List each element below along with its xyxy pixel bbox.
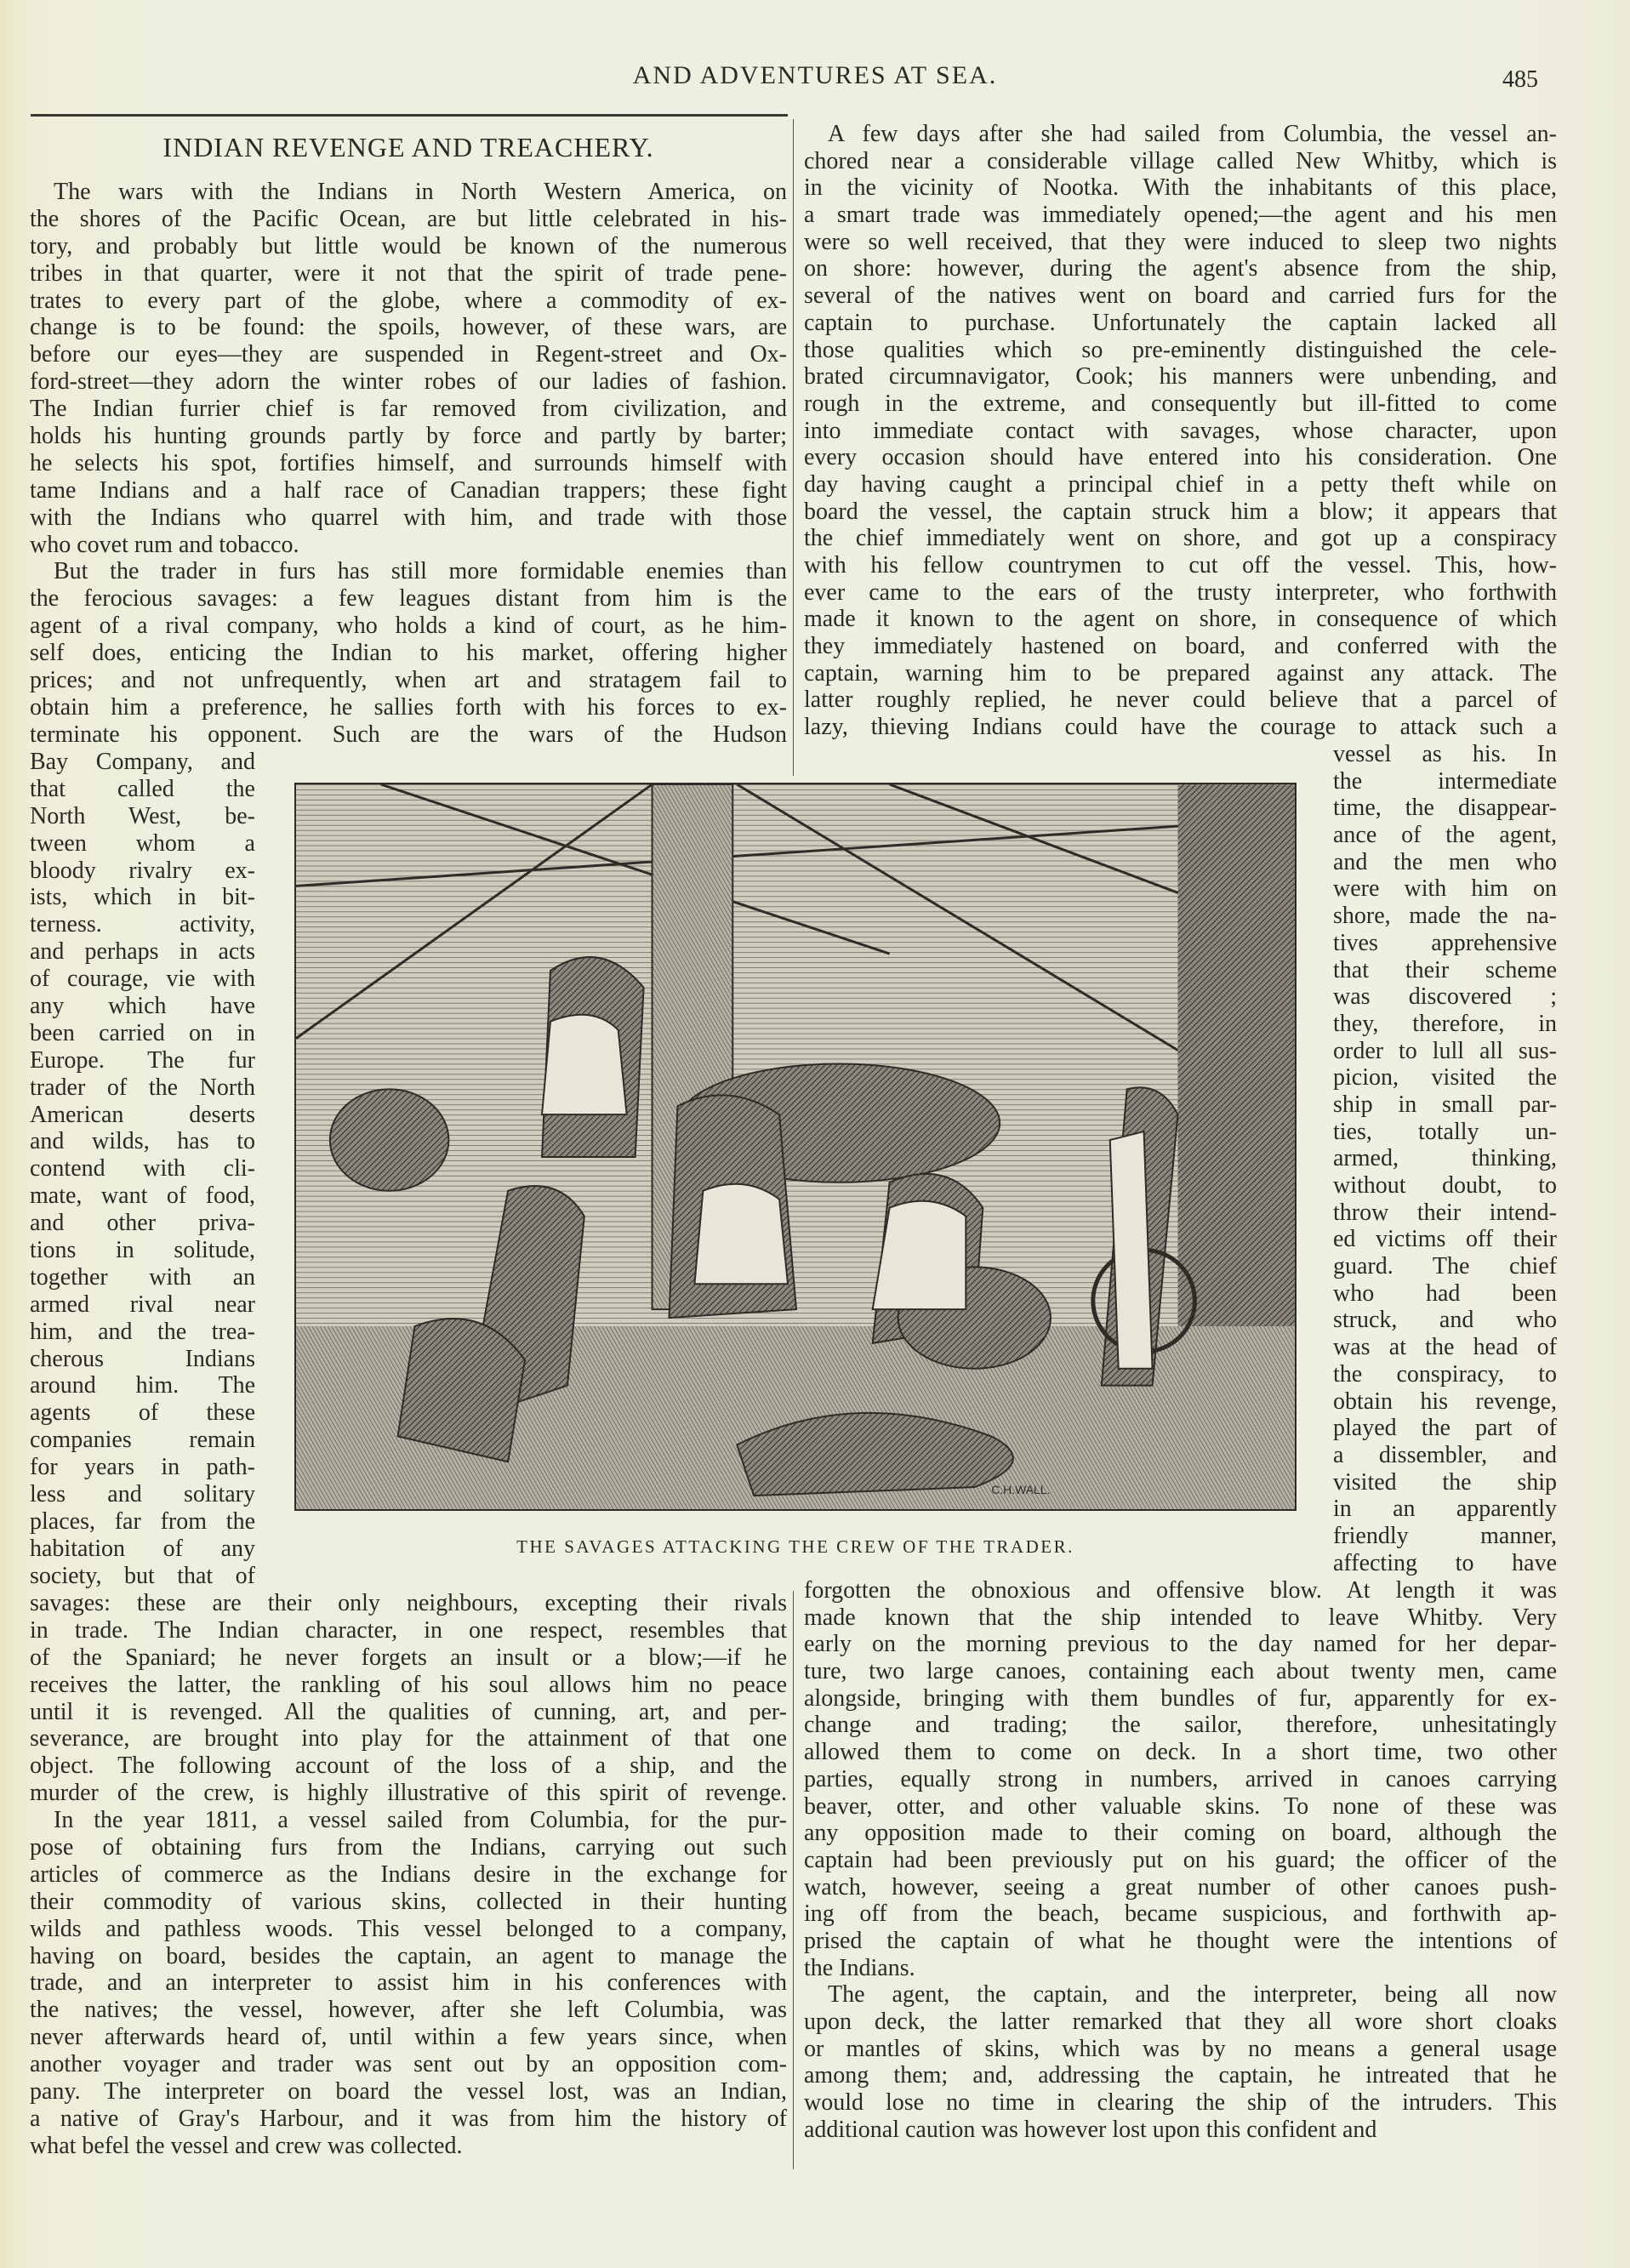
text-line: contend with cli- bbox=[30, 1155, 255, 1182]
text-line: board the vessel, the captain struck him a blow; it appears that bbox=[804, 498, 1557, 525]
text-line: tives apprehensive bbox=[1333, 929, 1557, 956]
text-line: But the trader in furs has still more formidable enemies than bbox=[54, 558, 787, 585]
text-line: together with an bbox=[30, 1263, 255, 1291]
text-line: without doubt, to bbox=[1333, 1172, 1557, 1199]
text-line: of courage, vie with bbox=[30, 966, 255, 993]
text-line: on shore: however, during the agent's absence from the ship, bbox=[804, 255, 1557, 282]
text-line: ed victims off their bbox=[1333, 1226, 1557, 1253]
text-line: agent of a rival company, who holds a kind of court, as he him- bbox=[30, 613, 787, 640]
text-line: ists, which in bit- bbox=[30, 884, 255, 911]
text-line: upon deck, the latter remarked that they all wore short cloaks bbox=[804, 2009, 1557, 2035]
text-line: savages: these are their only neighbours, excepting their rivals bbox=[30, 1590, 787, 1616]
text-line: latter roughly replied, he never could believe that a parcel of bbox=[804, 687, 1557, 714]
text-line: trader of the North bbox=[30, 1074, 255, 1101]
text-line: rough in the extreme, and consequently but ill-fitted to come bbox=[804, 390, 1557, 417]
text-line: obtain him a preference, he sallies forth with his forces to ex- bbox=[30, 693, 787, 721]
text-line: In the year 1811, a vessel sailed from Columbia, for the pur- bbox=[54, 1807, 787, 1834]
text-line: guard. The chief bbox=[1333, 1253, 1557, 1280]
text-line: those qualities which so pre-eminently distinguished the cele- bbox=[804, 336, 1557, 363]
text-line: throw their intend- bbox=[1333, 1199, 1557, 1226]
text-line: was at the head of bbox=[1333, 1334, 1557, 1361]
text-line: ever came to the ears of the trusty interpreter, who forthwith bbox=[804, 578, 1557, 606]
text-line: the shores of the Pacific Ocean, are but little celebrated in his- bbox=[30, 205, 787, 232]
text-line: they immediately hastened on board, and conferred with the bbox=[804, 633, 1557, 660]
engraver-signature: C.H.WALL. bbox=[991, 1483, 1051, 1497]
text-line: of the Spaniard; he never forgets an insult or a blow;—if he bbox=[30, 1644, 787, 1671]
text-line: ing off from the beach, became suspicious, and forthwith ap- bbox=[804, 1900, 1557, 1928]
text-line: and the men who bbox=[1333, 848, 1557, 875]
text-line: bloody rivalry ex- bbox=[30, 857, 255, 884]
page-number: 485 bbox=[1502, 66, 1538, 93]
left-column-narrow bbox=[30, 749, 255, 1590]
text-line: less and solitary bbox=[30, 1481, 255, 1508]
text-line: tions in solitude, bbox=[30, 1237, 255, 1264]
text-line: several of the natives went on board and carried furs for the bbox=[804, 282, 1557, 310]
text-line: and perhaps in acts bbox=[30, 938, 255, 966]
text-line: additional caution was however lost upon this confident and bbox=[804, 2116, 1377, 2143]
text-line: the natives; the vessel, however, after she left Columbia, was bbox=[30, 1997, 787, 2024]
left-column-top bbox=[30, 179, 787, 749]
text-line: wilds and pathless woods. This vessel belonged to a company, bbox=[30, 1915, 787, 1942]
text-line: companies remain bbox=[30, 1427, 255, 1454]
text-line: among them; and, addressing the captain, he intreated that he bbox=[804, 2062, 1557, 2089]
text-line: order to lull all sus- bbox=[1333, 1037, 1557, 1064]
text-line: parties, equally strong in numbers, arrived in canoes carrying bbox=[804, 1765, 1557, 1792]
text-line: into immediate contact with savages, whose character, upon bbox=[804, 417, 1557, 444]
right-column-bottom bbox=[804, 1577, 1557, 2143]
text-line: would lose no time in clearing the ship of the intruders. This bbox=[804, 2089, 1557, 2117]
text-line: the chief immediately went on shore, and got up a conspiracy bbox=[804, 525, 1557, 552]
text-line: struck, and who bbox=[1333, 1307, 1557, 1334]
article-title: INDIAN REVENGE AND TREACHERY. bbox=[162, 132, 654, 162]
text-line: the intermediate bbox=[1333, 767, 1557, 795]
text-line: time, the disappear- bbox=[1333, 795, 1557, 822]
text-line: every occasion should have entered into his consideration. One bbox=[804, 444, 1557, 471]
text-line: self does, enticing the Indian to his market, offering higher bbox=[30, 640, 787, 667]
text-line: lazy, thieving Indians could have the courage to attack such a bbox=[804, 714, 1557, 741]
text-line: what befel the vessel and crew was collected. bbox=[30, 2132, 463, 2159]
text-line: were with him on bbox=[1333, 875, 1557, 903]
text-line: any opposition made to their coming on board, although the bbox=[804, 1820, 1557, 1847]
text-line: The agent, the captain, and the interpreter, being all now bbox=[828, 1981, 1557, 2009]
text-line: armed, thinking, bbox=[1333, 1145, 1557, 1172]
text-line: holds his hunting grounds partly by force and partly by barter; bbox=[30, 423, 787, 450]
text-line: terness. activity, bbox=[30, 911, 255, 938]
text-line: vessel as his. In bbox=[1333, 741, 1557, 767]
text-line: who had been bbox=[1333, 1279, 1557, 1307]
ship-deck-engraving bbox=[296, 784, 1295, 1509]
text-line: severance, are brought into play for the attainment of that one bbox=[30, 1725, 787, 1752]
text-line: for years in path- bbox=[30, 1454, 255, 1481]
text-line: ties, totally un- bbox=[1333, 1118, 1557, 1145]
text-line: watch, however, seeing a great number of other canoes push- bbox=[804, 1873, 1557, 1900]
text-line: North West, be- bbox=[30, 802, 255, 829]
text-line: captain had been previously put on his guard; the officer of the bbox=[804, 1846, 1557, 1873]
text-line: picion, visited the bbox=[1333, 1064, 1557, 1091]
text-line: tory, and probably but little would be known of the numerous bbox=[30, 232, 787, 259]
text-line: ance of the agent, bbox=[1333, 822, 1557, 849]
text-line: trates to every part of the globe, where a commodity of ex- bbox=[30, 287, 787, 314]
text-line: who covet rum and tobacco. bbox=[30, 531, 299, 558]
text-line: was discovered ; bbox=[1333, 983, 1557, 1011]
text-line: ture, two large canoes, containing each about twenty men, came bbox=[804, 1658, 1557, 1685]
text-line: A few days after she had sailed from Columbia, the vessel an- bbox=[828, 121, 1557, 147]
text-line: pose of obtaining furs from the Indians, carrying out such bbox=[30, 1834, 787, 1861]
text-line: society, but that of bbox=[30, 1562, 255, 1589]
text-line: the ferocious savages: a few leagues distant from him is the bbox=[30, 585, 787, 613]
text-line: prices; and not unfrequently, when art and stratagem fail to bbox=[30, 667, 787, 694]
text-line: visited the ship bbox=[1333, 1468, 1557, 1496]
text-line: day having caught a principal chief in a petty theft while on bbox=[804, 470, 1557, 498]
text-line: Europe. The fur bbox=[30, 1046, 255, 1074]
text-line: receives the latter, the rankling of his soul allows him no peace bbox=[30, 1671, 787, 1698]
text-line: articles of commerce as the Indians desire in the exchange for bbox=[30, 1861, 787, 1888]
text-line: The Indian furrier chief is far removed from civilization, and bbox=[30, 396, 787, 423]
text-line: been carried on in bbox=[30, 1019, 255, 1046]
running-head: AND ADVENTURES AT SEA. bbox=[632, 61, 998, 89]
text-line: terminate his opponent. Such are the wars of the Hudson bbox=[30, 721, 787, 748]
text-line: affecting to have bbox=[1333, 1549, 1557, 1576]
text-line: places, far from the bbox=[30, 1507, 255, 1535]
text-line: him, and the trea- bbox=[30, 1318, 255, 1345]
text-line: ford-street—they adorn the winter robes of our ladies of fashion. bbox=[30, 368, 787, 396]
text-line: their commodity of various skins, collected in their hunting bbox=[30, 1888, 787, 1915]
text-line: in an apparently bbox=[1333, 1496, 1557, 1523]
text-line: around him. The bbox=[30, 1372, 255, 1399]
right-column-top bbox=[804, 121, 1557, 741]
text-line: in trade. The Indian character, in one respect, resembles that bbox=[30, 1616, 787, 1644]
text-line: a smart trade was immediately opened;—the agent and his men bbox=[804, 202, 1557, 229]
text-line: trade, and an interpreter to assist him in his conferences with bbox=[30, 1969, 787, 1997]
text-line: beaver, otter, and other valuable skins. To none of these was bbox=[804, 1792, 1557, 1820]
text-line: never afterwards heard of, until within a few years since, when bbox=[30, 2024, 787, 2051]
text-line: alongside, bringing with them bundles of fur, apparently for ex- bbox=[804, 1684, 1557, 1712]
text-line: ship in small par- bbox=[1333, 1091, 1557, 1118]
text-line: that their scheme bbox=[1333, 956, 1557, 983]
text-line: he selects his spot, fortifies himself, and surrounds himself with bbox=[30, 449, 787, 476]
text-line: change and trading; the sailor, therefore, unhesitatingly bbox=[804, 1712, 1557, 1739]
text-line: the conspiracy, to bbox=[1333, 1360, 1557, 1388]
text-line: and wilds, has to bbox=[30, 1128, 255, 1155]
text-line: murder of the crew, is highly illustrative of this spirit of revenge. bbox=[30, 1780, 787, 1807]
text-line: with his fellow countrymen to cut off the vessel. This, how- bbox=[804, 552, 1557, 578]
text-line: the Indians. bbox=[804, 1954, 915, 1981]
text-line: change is to be found: the spoils, however, of these wars, are bbox=[30, 314, 787, 341]
text-line: they, therefore, in bbox=[1333, 1010, 1557, 1037]
text-line: tribes in that quarter, were it not that the spirit of trade pene- bbox=[30, 259, 787, 287]
text-line: a native of Gray's Harbour, and it was from him the history of bbox=[30, 2105, 787, 2132]
engraving-illustration bbox=[294, 783, 1297, 1511]
header-rule bbox=[31, 114, 788, 117]
text-line: made it known to the agent on shore, in consequence of which bbox=[804, 606, 1557, 633]
text-line: played the part of bbox=[1333, 1415, 1557, 1442]
text-line: mate, want of food, bbox=[30, 1182, 255, 1210]
text-line: tame Indians and a half race of Canadian trappers; these fight bbox=[30, 476, 787, 504]
text-line: shore, made the na- bbox=[1333, 903, 1557, 930]
text-line: obtain his revenge, bbox=[1333, 1388, 1557, 1415]
text-line: another voyager and trader was sent out by an opposition com- bbox=[30, 2051, 787, 2078]
text-line: chored near a considerable village called New Whitby, which is bbox=[804, 147, 1557, 174]
text-line: that called the bbox=[30, 775, 255, 802]
column-rule bbox=[793, 119, 794, 776]
text-line: American deserts bbox=[30, 1101, 255, 1128]
text-line: prised the captain of what he thought were the intentions of bbox=[804, 1927, 1557, 1954]
text-line: object. The following account of the loss of a ship, and the bbox=[30, 1752, 787, 1780]
text-line: allowed them to come on deck. In a short time, two other bbox=[804, 1739, 1557, 1766]
text-line: before our eyes—they are suspended in Regent-street and Ox- bbox=[30, 341, 787, 368]
right-column-narrow bbox=[1333, 741, 1557, 1576]
text-line: tween whom a bbox=[30, 829, 255, 857]
left-column-bottom bbox=[30, 1590, 787, 2160]
text-line: forgotten the obnoxious and offensive blow. At length it was bbox=[804, 1577, 1557, 1604]
figure-caption: THE SAVAGES ATTACKING THE CREW OF THE TRADER. bbox=[516, 1536, 1074, 1557]
text-line: Bay Company, and bbox=[30, 749, 255, 775]
text-line: were so well received, that they were induced to sleep two nights bbox=[804, 228, 1557, 255]
text-line: a dissembler, and bbox=[1333, 1441, 1557, 1468]
text-line: brated circumnavigator, Cook; his manners were unbending, and bbox=[804, 363, 1557, 390]
text-line: made known that the ship intended to leave Whitby. Very bbox=[804, 1604, 1557, 1631]
text-line: until it is revenged. All the qualities of cunning, art, and per- bbox=[30, 1698, 787, 1725]
text-line: agents of these bbox=[30, 1399, 255, 1427]
text-line: pany. The interpreter on board the vessel lost, was an Indian, bbox=[30, 2078, 787, 2106]
text-line: any which have bbox=[30, 993, 255, 1020]
text-line: captain, warning him to be prepared against any attack. The bbox=[804, 659, 1557, 687]
text-line: and other priva- bbox=[30, 1210, 255, 1237]
text-line: early on the morning previous to the day named for her depar- bbox=[804, 1631, 1557, 1658]
text-line: with the Indians who quarrel with him, and trade with those bbox=[30, 504, 787, 531]
text-line: habitation of any bbox=[30, 1535, 255, 1562]
text-line: in the vicinity of Nootka. With the inhabitants of this place, bbox=[804, 174, 1557, 202]
text-line: or mantles of skins, which was by no means a general usage bbox=[804, 2035, 1557, 2062]
text-line: armed rival near bbox=[30, 1291, 255, 1318]
text-line: friendly manner, bbox=[1333, 1522, 1557, 1549]
text-line: captain to purchase. Unfortunately the captain lacked all bbox=[804, 309, 1557, 336]
text-line: cherous Indians bbox=[30, 1345, 255, 1372]
column-rule bbox=[793, 1591, 794, 2169]
text-line: The wars with the Indians in North Western America, on bbox=[54, 179, 787, 205]
text-line: having on board, besides the captain, an agent to manage the bbox=[30, 1942, 787, 1969]
